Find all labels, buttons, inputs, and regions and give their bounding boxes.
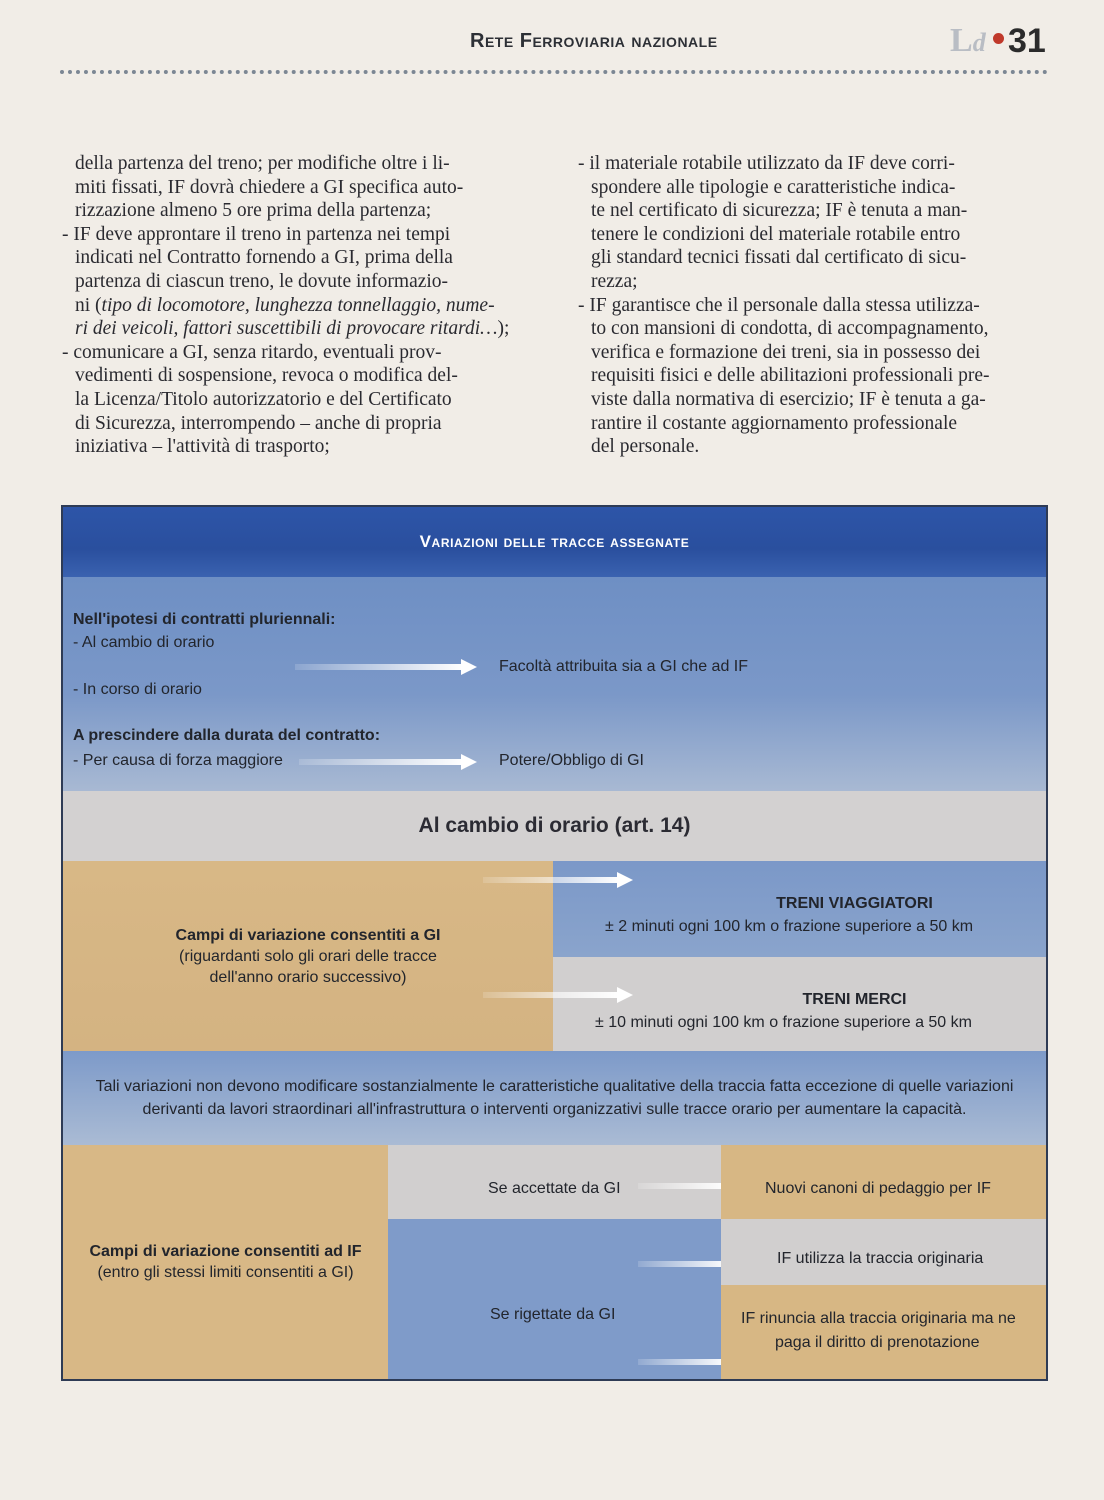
text-line: viste dalla normativa di esercizio; IF è tenuta a ga- bbox=[591, 388, 986, 410]
accepted-cell bbox=[388, 1145, 721, 1219]
text-line: verifica e formazione dei treni, sia in possesso dei bbox=[591, 341, 981, 363]
power-obligation-result: Potere/Obbligo di GI bbox=[499, 752, 644, 769]
red-bullet-icon bbox=[993, 33, 1004, 44]
outcome-text: Nuovi canoni di pedaggio per IF bbox=[765, 1180, 991, 1197]
if-variation-fields bbox=[63, 1145, 388, 1379]
text-line: te nel certificato di sicurezza; IF è tenuta a man- bbox=[591, 200, 968, 222]
text-line: spondere alle tipologie e caratteristiche indica- bbox=[591, 176, 956, 198]
during-timetable-item: - In corso di orario bbox=[73, 681, 202, 698]
faculty-result: Facoltà attribuita sia a GI che ad IF bbox=[499, 658, 749, 675]
text-line: tenere le condizioni del materiale rotabile entro bbox=[591, 223, 961, 245]
text-line bbox=[62, 294, 532, 318]
note-line: derivanti da lavori straordinari all'infrastruttura o interventi organizzativi sulle tracce orario per aumentare la capacità. bbox=[142, 1101, 967, 1118]
gi-fields-heading: Campi di variazione consentiti a GI bbox=[175, 926, 441, 944]
right-column-text bbox=[578, 152, 1048, 459]
magazine-logo: Ld bbox=[950, 22, 986, 59]
text-line: - IF garantisce che il personale dalla stessa utilizza- bbox=[578, 294, 980, 316]
independent-heading: A prescindere dalla durata del contratto: bbox=[73, 727, 381, 744]
timetable-change-item: - Al cambio di orario bbox=[73, 634, 215, 651]
left-column-text bbox=[62, 152, 532, 459]
gi-fields-line: dell'anno orario successivo) bbox=[209, 968, 407, 986]
freight-heading: TRENI MERCI bbox=[802, 991, 907, 1008]
text-line: della partenza del treno; per modifiche oltre i li- bbox=[75, 153, 450, 174]
text-line: miti fissati, IF dovrà chiedere a GI specifica auto- bbox=[75, 176, 464, 198]
text-line: - il materiale rotabile utilizzato da IF deve corri- bbox=[578, 153, 955, 174]
arrow-icon bbox=[638, 1359, 728, 1365]
if-fields-line: (entro gli stessi limiti consentiti a GI) bbox=[97, 1264, 354, 1281]
note-cell bbox=[63, 1051, 1046, 1145]
text-line: rizzazione almeno 5 ore prima della partenza; bbox=[75, 200, 432, 222]
text-line: to con mansioni di condotta, di accompagnamento, bbox=[591, 318, 989, 340]
text-line: rantire il costante aggiornamento professionale bbox=[591, 412, 958, 434]
text-line: rezza; bbox=[591, 270, 638, 292]
text-line: gli standard tecnici fissati dal certificato di sicu- bbox=[591, 247, 967, 269]
passenger-detail: ± 2 minuti ogni 100 km o frazione superiore a 50 km bbox=[605, 918, 974, 935]
outcome-text: paga il diritto di prenotazione bbox=[775, 1334, 980, 1351]
note-line: Tali variazioni non devono modificare sostanzialmente le caratteristiche qualitative della traccia fatta eccezione di quelle variazioni bbox=[95, 1078, 1014, 1095]
passenger-heading: TRENI VIAGGIATORI bbox=[776, 895, 933, 912]
text-line: iniziativa – l'attività di trasporto; bbox=[75, 436, 330, 458]
text-fragment: ni ( bbox=[75, 294, 102, 316]
arrow-icon bbox=[638, 1183, 728, 1189]
timetable-change-title: Al cambio di orario (art. 14) bbox=[63, 791, 1046, 861]
accepted-label: Se accettate da GI bbox=[488, 1180, 621, 1197]
rejected-label: Se rigettate da GI bbox=[490, 1306, 616, 1323]
gi-fields-line: (riguardanti solo gli orari delle tracce bbox=[179, 947, 437, 965]
arrow-icon bbox=[483, 877, 619, 883]
text-line: partenza di ciascun treno, le dovute informazio- bbox=[75, 270, 449, 292]
outcome-new-fees bbox=[721, 1145, 1046, 1219]
rejected-cell bbox=[388, 1219, 721, 1379]
freight-detail: ± 10 minuti ogni 100 km o frazione superiore a 50 km bbox=[595, 1014, 972, 1031]
outcome-original-track bbox=[721, 1219, 1046, 1285]
italic-text: ri dei veicoli, fattori suscettibili di provocare ritardi… bbox=[75, 318, 498, 340]
text-line bbox=[62, 317, 532, 341]
contracts-section bbox=[63, 577, 1046, 791]
text-line: indicati nel Contratto fornendo a GI, prima della bbox=[75, 247, 453, 269]
variations-table bbox=[61, 505, 1048, 1381]
passenger-trains-cell bbox=[553, 861, 1046, 957]
text-line: - comunicare a GI, senza ritardo, eventuali prov- bbox=[62, 341, 442, 363]
force-majeure-item: - Per causa di forza maggiore bbox=[73, 752, 283, 769]
arrow-icon bbox=[638, 1261, 728, 1267]
outcome-text: IF utilizza la traccia originaria bbox=[777, 1250, 984, 1267]
text-line: - IF deve approntare il treno in partenza nei tempi bbox=[62, 223, 451, 245]
text-line: requisiti fisici e delle abilitazioni professionali pre- bbox=[591, 365, 990, 387]
outcome-text: IF rinuncia alla traccia originaria ma ne bbox=[741, 1310, 1016, 1327]
text-fragment: ); bbox=[497, 318, 510, 340]
table-title: Variazioni delle tracce assegnate bbox=[63, 507, 1046, 577]
freight-trains-cell bbox=[553, 957, 1046, 1051]
if-fields-heading: Campi di variazione consentiti ad IF bbox=[89, 1243, 362, 1260]
text-line: la Licenza/Titolo autorizzatorio e del Certificato bbox=[75, 388, 452, 410]
gi-variation-fields bbox=[63, 861, 553, 1051]
arrow-icon bbox=[295, 664, 463, 670]
text-line: vedimenti di sospensione, revoca o modifica del- bbox=[75, 365, 458, 387]
text-line: di Sicurezza, interrompendo – anche di propria bbox=[75, 412, 442, 434]
multiyear-heading: Nell'ipotesi di contratti pluriennali: bbox=[73, 611, 336, 628]
text-line: del personale. bbox=[591, 436, 700, 458]
outcome-renounce bbox=[721, 1285, 1046, 1379]
dotted-divider bbox=[60, 70, 1048, 74]
arrow-icon bbox=[299, 759, 463, 765]
page-number: 31 bbox=[1008, 22, 1046, 60]
italic-text: tipo di locomotore, lunghezza tonnellaggio, nume- bbox=[101, 294, 495, 316]
running-header: Rete Ferroviaria nazionale bbox=[470, 30, 718, 52]
